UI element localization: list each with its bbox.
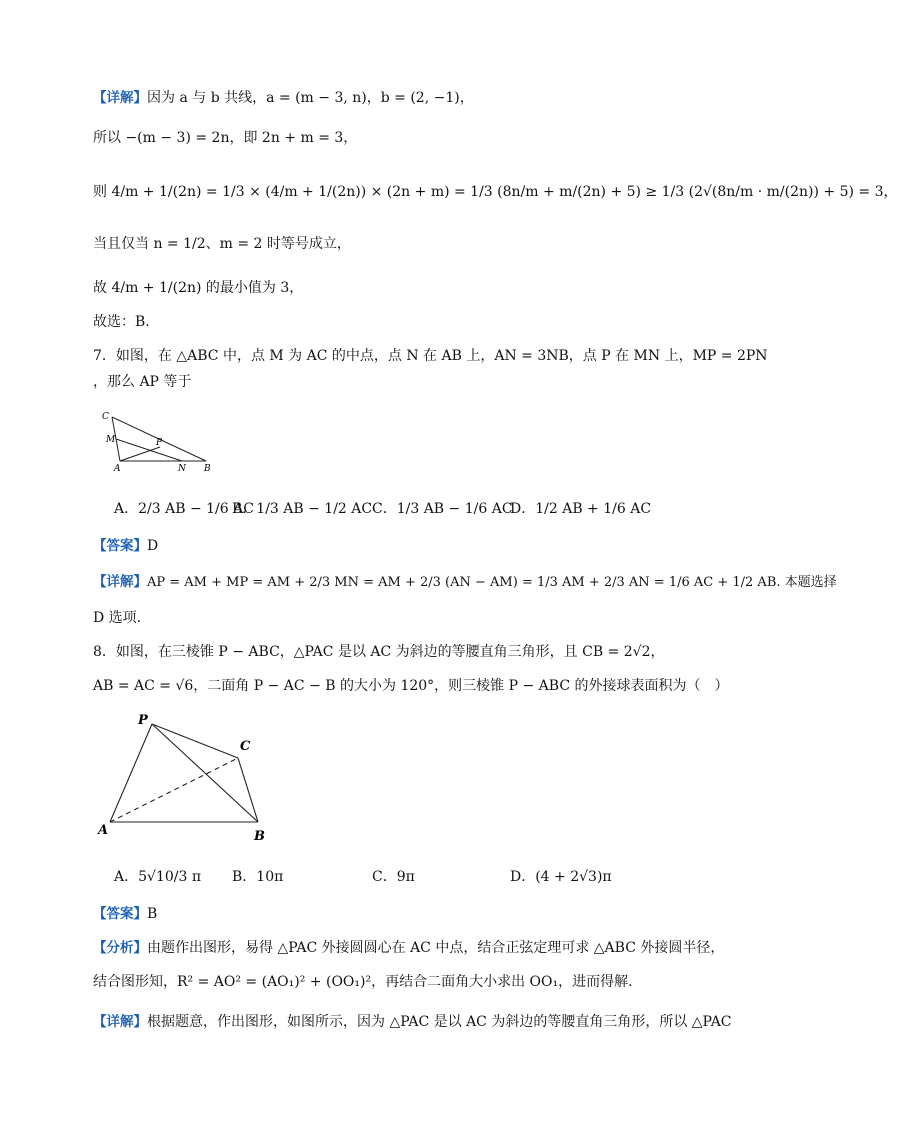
- p8-analysis-line2: 结合图形知，R² = AO² = (AO₁)² + (OO₁)²，再结合二面角大小求出 OO₁，进而得解.: [93, 974, 633, 990]
- p8-choice-b: B．10π: [232, 869, 284, 885]
- p8-choice-a: A．5√10/3 π: [114, 869, 202, 885]
- section-tag: 【答案】: [93, 906, 147, 922]
- p7-triangle-figure: [98, 405, 228, 475]
- p8-label-C: C: [240, 739, 251, 754]
- p7-choice-c: C．1/3 AB − 1/6 AC: [372, 501, 513, 517]
- p7-detail-line1: 【详解】AP = AM + MP = AM + 2/3 MN = AM + 2/3 (AN − AM) = 1/3 AM + 2/3 AN = 1/6 AC + 1/2 AB. 本题选择: [93, 574, 837, 590]
- p8-choice-d: D．(4 + 2√3)π: [510, 869, 612, 885]
- p7-answer: 【答案】D: [93, 538, 159, 554]
- p7-label-A: A: [114, 464, 121, 474]
- p8-label-P: P: [138, 713, 148, 728]
- p8-detail-line1: 【详解】根据题意，作出图形，如图所示，因为 △PAC 是以 AC 为斜边的等腰直角三角形，所以 △PAC: [93, 1014, 732, 1030]
- p6-line4: 当且仅当 n = 1/2、m = 2 时等号成立，: [93, 236, 351, 252]
- p6-line3: 则 4/m + 1/(2n) = 1/3 × (4/m + 1/(2n)) × (2n + m) = 1/3 (8n/m + m/(2n) + 5) ≥ 1/3 (2√(8n/m · m/(2n)) + 5) = 3，: [93, 184, 898, 200]
- p7-choice-d: D．1/2 AB + 1/6 AC: [510, 501, 652, 517]
- p6-line5: 故 4/m + 1/(2n) 的最小值为 3，: [93, 280, 304, 296]
- p7-label-B: B: [204, 464, 211, 474]
- section-tag: 【详解】: [93, 90, 147, 106]
- section-tag: 【详解】: [93, 1014, 147, 1030]
- p8-label-B: B: [254, 829, 265, 844]
- p7-detail-line2: D 选项.: [93, 610, 142, 626]
- p7-segment-MN: [116, 439, 182, 461]
- p7-choice-a: A．2/3 AB − 1/6 AC: [114, 501, 254, 517]
- p7-label-C: C: [102, 412, 109, 422]
- section-tag: 【详解】: [93, 574, 147, 590]
- p8-stem-line1: 8．如图，在三棱锥 P − ABC，△PAC 是以 AC 为斜边的等腰直角三角形，且 CB = 2√2，: [93, 644, 665, 660]
- section-tag: 【分析】: [93, 940, 147, 956]
- p7-segment-AP: [120, 447, 160, 461]
- p7-stem-line2: ，那么 AP 等于: [93, 374, 192, 390]
- p8-edge-PA: [110, 724, 152, 822]
- p8-stem-line2: AB = AC = √6，二面角 P − AC − B 的大小为 120°，则三棱锥 P − ABC 的外接球表面积为（ ）: [93, 678, 729, 694]
- section-tag: 【答案】: [93, 538, 147, 554]
- p8-edge-PC: [152, 724, 238, 758]
- p7-choice-b: B．1/3 AB − 1/2 AC: [232, 501, 373, 517]
- p8-label-A: A: [98, 823, 109, 838]
- p8-pyramid-figure: [96, 708, 286, 848]
- p8-edge-AC-hidden: [110, 758, 238, 822]
- p7-label-N: N: [178, 464, 186, 474]
- p7-stem-line1: 7．如图，在 △ABC 中，点 M 为 AC 的中点，点 N 在 AB 上，AN = 3NB，点 P 在 MN 上，MP = 2PN: [93, 348, 768, 364]
- p7-label-P: P: [156, 438, 163, 448]
- p6-line6: 故选：B.: [93, 314, 150, 330]
- p8-choice-c: C．9π: [372, 869, 415, 885]
- p6-line2: 所以 −(m − 3) = 2n，即 2n + m = 3，: [93, 130, 358, 146]
- p6-detail-line1: 【详解】因为 a 与 b 共线，a = (m − 3, n)，b = (2, −1)，: [93, 90, 474, 106]
- p7-label-M: M: [106, 435, 116, 445]
- p8-answer: 【答案】B: [93, 906, 158, 922]
- p8-analysis-line1: 【分析】由题作出图形，易得 △PAC 外接圆圆心在 AC 中点，结合正弦定理可求 △ABC 外接圆半径，: [93, 940, 725, 956]
